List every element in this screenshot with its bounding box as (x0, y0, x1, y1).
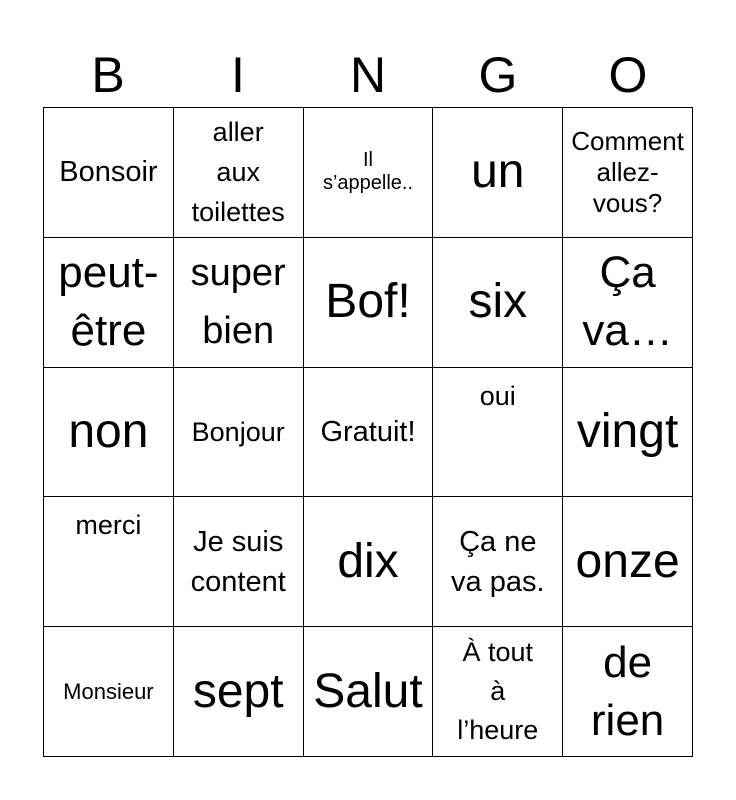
cell-text: aller aux toilettes (191, 117, 285, 228)
cell-text: À tout à l’heure (457, 637, 539, 746)
bingo-cell[interactable] (174, 627, 304, 757)
cell-text: Ça va… (582, 248, 673, 356)
bingo-cell[interactable] (433, 108, 563, 238)
header-letter-g: G (478, 47, 518, 103)
cell-text: Gratuit! (320, 415, 416, 448)
bingo-cell[interactable] (174, 497, 304, 627)
cell-text: Bonjour (191, 416, 285, 447)
cell-text: dix (337, 534, 399, 588)
bingo-cell[interactable] (433, 238, 563, 368)
bingo-cell[interactable] (563, 108, 693, 238)
bingo-header (43, 44, 693, 106)
cell-text: Il s’appelle.. (322, 149, 414, 195)
header-letter-n: N (349, 47, 387, 103)
cell-text: peut- être (58, 248, 159, 356)
bingo-cell[interactable] (174, 238, 304, 368)
bingo-cell[interactable] (44, 108, 174, 238)
cell-text: vingt (576, 404, 679, 458)
bingo-cell[interactable] (174, 108, 304, 238)
cell-text: Salut (313, 664, 423, 718)
bingo-cell[interactable] (304, 368, 434, 498)
header-letter-o: O (608, 47, 648, 103)
cell-text: Comment allez- vous? (571, 125, 684, 218)
cell-text: Ça ne va pas. (451, 525, 545, 598)
bingo-cell[interactable] (44, 627, 174, 757)
bingo-cell[interactable] (563, 497, 693, 627)
cell-text: Bonsoir (59, 156, 158, 189)
bingo-cell[interactable] (304, 238, 434, 368)
cell-text: oui (479, 380, 516, 411)
cell-text: sept (192, 664, 284, 718)
bingo-cell[interactable] (433, 627, 563, 757)
cell-text: un (471, 145, 525, 199)
bingo-cell[interactable] (304, 108, 434, 238)
bingo-cell[interactable] (44, 238, 174, 368)
bingo-cell[interactable] (44, 497, 174, 627)
cell-text: non (68, 404, 149, 458)
cell-text: onze (575, 534, 680, 588)
bingo-cell[interactable] (433, 368, 563, 498)
header-letter-b: B (91, 47, 125, 103)
header-letter-i: I (231, 47, 245, 103)
bingo-cell[interactable] (433, 497, 563, 627)
bingo-grid (43, 107, 693, 757)
cell-text: super bien (190, 252, 286, 353)
cell-text: Bof! (325, 275, 411, 329)
bingo-cell[interactable] (563, 627, 693, 757)
cell-text: de rien (590, 637, 665, 745)
bingo-cell[interactable] (304, 627, 434, 757)
cell-text: Monsieur (63, 678, 154, 704)
bingo-cell[interactable] (304, 497, 434, 627)
bingo-cell[interactable] (563, 368, 693, 498)
bingo-cell[interactable] (174, 368, 304, 498)
bingo-cell[interactable] (563, 238, 693, 368)
cell-text: six (468, 275, 528, 329)
cell-text: Je suis content (190, 525, 286, 598)
bingo-cell[interactable] (44, 368, 174, 498)
cell-text: merci (75, 510, 142, 541)
